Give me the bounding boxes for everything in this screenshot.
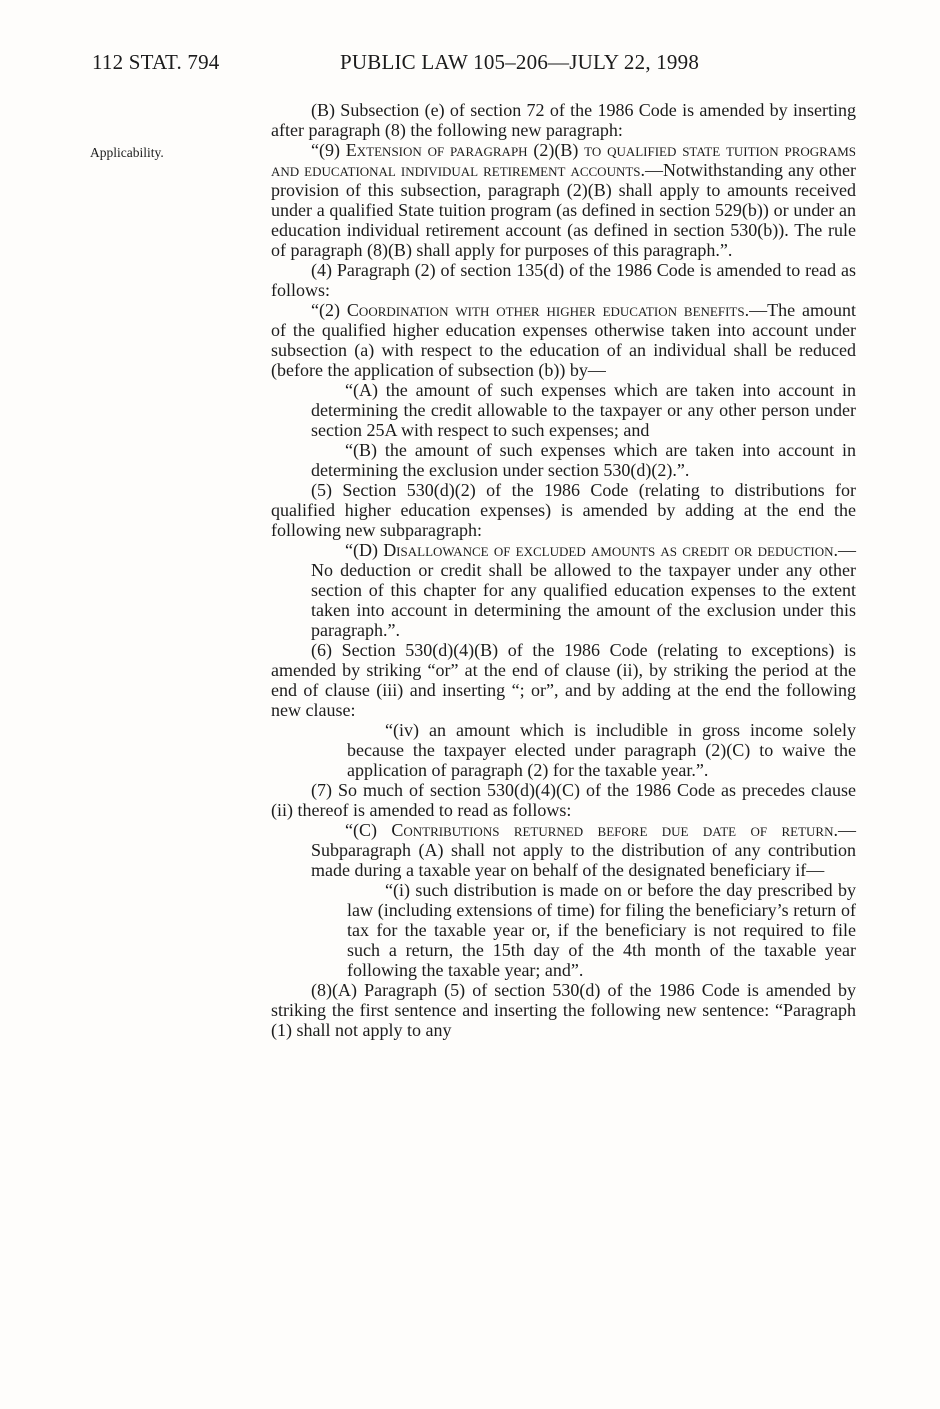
stat-page-number: 112 STAT. 794 — [92, 50, 220, 74]
para-i-distribution-timing: “(i) such distribution is made on or before the day prescribed by law (including extensions of time) for filing the beneficiary’s return of tax for the taxable year or, if the beneficiary is not required to file such a return, the 15th day of the 4th month of the taxable year following the taxable year; and”. — [347, 880, 856, 980]
para-lead: “(9) — [311, 140, 346, 160]
para-7-section-530d4c: (7) So much of section 530(d)(4)(C) of the 1986 Code as precedes clause (ii) thereof is amended to read as follows: — [271, 780, 856, 820]
public-law-title: PUBLIC LAW 105–206—JULY 22, 1998 — [340, 50, 700, 74]
para-5-section-530d2: (5) Section 530(d)(2) of the 1986 Code (relating to distributions for qualified higher education expenses) is amended by adding at the end the following new subparagraph: — [271, 480, 856, 540]
para-a-credit-expenses: “(A) the amount of such expenses which are taken into account in determining the credit allowable to the taxpayer or any other person under section 25A with respect to such expenses; and — [311, 380, 856, 440]
para-d-disallowance — [311, 540, 856, 640]
para-lead: “(D) — [345, 540, 384, 560]
para-8a-section-530d5: (8)(A) Paragraph (5) of section 530(d) of the 1986 Code is amended by striking the first sentence and inserting the following new sentence: “Paragraph (1) shall not apply to any — [271, 980, 856, 1040]
para-iv-includible-amount: “(iv) an amount which is includible in gross income solely because the taxpayer elected under paragraph (2)(C) to waive the application of paragraph (2) for the taxable year.”. — [347, 720, 856, 780]
statute-body — [271, 100, 856, 1040]
para-lead: “(C) — [345, 820, 392, 840]
para-2-coordination — [271, 300, 856, 380]
para-caption: Coordination with other higher education benefits. — [346, 300, 750, 320]
para-b-exclusion-expenses: “(B) the amount of such expenses which are taken into account in determining the exclusion under section 530(d)(2).”. — [311, 440, 856, 480]
para-c-contributions-returned — [311, 820, 856, 880]
margin-note-applicability: Applicability. — [90, 145, 164, 160]
para-9-extension — [271, 140, 856, 260]
para-caption: Disallowance of excluded amounts as credit or deduction. — [383, 540, 838, 560]
para-6-section-530d4b: (6) Section 530(d)(4)(B) of the 1986 Code (relating to exceptions) is amended by striking “or” at the end of clause (ii), by striking the period at the end of clause (iii) and inserting “; or”, and by adding at the end the following new clause: — [271, 640, 856, 720]
page-header — [92, 50, 932, 80]
para-text: —No deduction or credit shall be allowed to the taxpayer under any other section of this chapter for any qualified education expenses to the extent taken into account in determining the amount of the exclusion under this paragraph.”. — [311, 540, 856, 640]
para-text: —Notwithstanding any other provision of this subsection, paragraph (2)(B) shall apply to amounts received under a qualified State tuition program (as defined in section 529(b)) or under an education individual retirement account (as defined in section 530(b)). The rule of paragraph (8)(B) shall apply for purposes of this paragraph.”. — [271, 160, 856, 260]
para-caption: Contributions returned before due date of return. — [391, 820, 838, 840]
para-text: —Subparagraph (A) shall not apply to the distribution of any contribution made during a taxable year on behalf of the designated beneficiary if— — [311, 820, 856, 880]
para-caption: Extension of paragraph (2)(B) to qualified state tuition programs and educational individual retirement accounts. — [271, 140, 856, 180]
para-4-section-135d: (4) Paragraph (2) of section 135(d) of the 1986 Code is amended to read as follows: — [271, 260, 856, 300]
para-b-subsection-e: (B) Subsection (e) of section 72 of the 1986 Code is amended by inserting after paragraph (8) the following new paragraph: — [271, 100, 856, 140]
para-text: —The amount of the qualified higher education expenses otherwise taken into account under subsection (a) with respect to the education of an individual shall be reduced (before the application of subsection (b)) by— — [271, 300, 856, 380]
para-lead: “(2) — [311, 300, 347, 320]
